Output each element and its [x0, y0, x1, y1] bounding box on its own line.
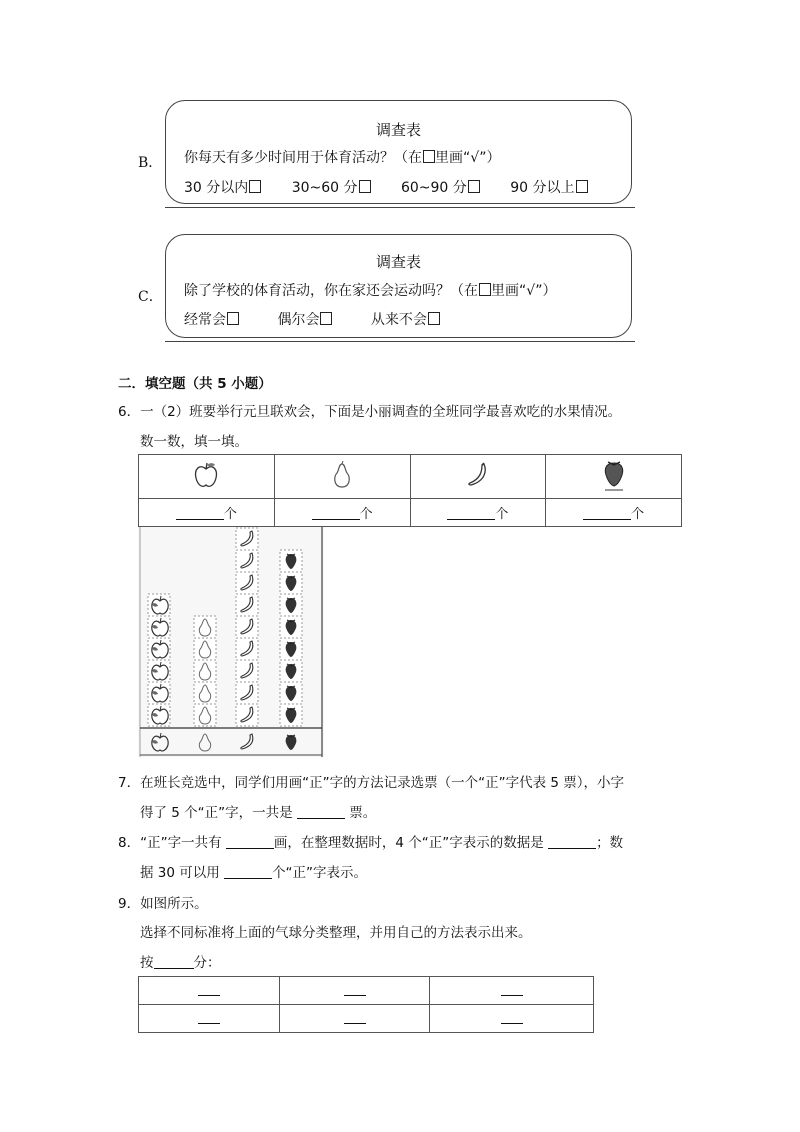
- question-text: 得了 5 个“正”字，一共是: [140, 805, 293, 821]
- survey-question: [184, 280, 556, 300]
- unit-label: 个: [359, 507, 373, 522]
- survey-title: 调查表: [375, 253, 421, 271]
- table-cell[interactable]: [139, 1005, 280, 1033]
- checkbox-square: [320, 312, 332, 325]
- table-cell[interactable]: [430, 977, 594, 1005]
- question-6: [118, 400, 621, 420]
- pictograph-cell: [236, 550, 258, 572]
- answer-dash: [501, 1022, 523, 1024]
- question-text: 你每天有多少时间用于体育活动？（在: [184, 150, 422, 166]
- choice-item: 经常会: [184, 312, 239, 328]
- survey-title: 调查表: [375, 121, 421, 139]
- question-number: 8．: [118, 835, 141, 851]
- unit-label: 个: [223, 507, 237, 522]
- checkbox-square: [576, 180, 588, 193]
- pictograph-cell: [236, 682, 258, 704]
- question-text: “正”字一共有: [140, 835, 222, 851]
- check-mark: √: [526, 283, 536, 299]
- question-9-line3: [140, 951, 221, 971]
- survey-choices: [184, 309, 466, 329]
- table-cell[interactable]: [139, 977, 280, 1005]
- answer-dash: [198, 1022, 220, 1024]
- answer-cell: [139, 499, 275, 527]
- pictograph-cell: [236, 572, 258, 594]
- question-text: ；数: [596, 835, 624, 851]
- question-text: 在班长竞选中，同学们用画“正”字的方法记录选票（一个“正”字代表 5 票），小字: [140, 775, 624, 791]
- question-text: 票。: [349, 805, 377, 821]
- survey-question: [184, 147, 500, 167]
- fruit-pictograph: [138, 527, 324, 757]
- question-text: 据 30 可以用: [140, 865, 220, 881]
- answer-cell: [546, 499, 682, 527]
- answer-blank[interactable]: [224, 864, 272, 879]
- choice-item: 60~90 分: [401, 180, 480, 196]
- pictograph-cell: [236, 616, 258, 638]
- question-text: 个“正”字表示。: [272, 865, 368, 881]
- question-9-line1: [118, 892, 208, 912]
- survey-box-b: [165, 100, 632, 204]
- fruit-cell: [139, 455, 275, 499]
- answer-cell: [274, 499, 410, 527]
- question-7-line1: [118, 771, 624, 791]
- table-cell[interactable]: [280, 1005, 430, 1033]
- question-text: 除了学校的体育活动，你在家还会运动吗？（在: [184, 283, 478, 299]
- pictograph-bar-strawberry: [280, 550, 302, 750]
- table-cell[interactable]: [430, 1005, 594, 1033]
- checkbox-square: [468, 180, 480, 193]
- strawberry-icon: [601, 459, 627, 491]
- answer-blank[interactable]: [583, 505, 631, 520]
- choice-item: 30 分以内: [184, 180, 261, 196]
- pictograph-cell: [236, 704, 258, 726]
- answer-dash: [344, 1022, 366, 1024]
- answer-dash: [501, 994, 523, 996]
- question-tail: 里画“: [435, 150, 471, 166]
- section-heading: 二．填空题（共 5 小题）: [118, 376, 272, 392]
- choice-item: 从来不会: [371, 312, 440, 328]
- fruit-cell: [546, 455, 682, 499]
- option-c-letter: C．: [138, 289, 163, 305]
- answer-blank[interactable]: [226, 834, 274, 849]
- answer-blank[interactable]: [176, 505, 224, 520]
- apple-icon: [193, 461, 219, 489]
- box-underline: [165, 207, 635, 208]
- unit-label: 个: [631, 507, 645, 522]
- option-b-letter: B．: [138, 155, 163, 171]
- answer-blank[interactable]: [548, 834, 596, 849]
- checkbox-square: [227, 312, 239, 325]
- pear-icon: [331, 461, 353, 489]
- question-text: 按: [140, 955, 154, 971]
- answer-blank[interactable]: [154, 954, 194, 969]
- question-end: ”）: [535, 283, 557, 299]
- answer-cell: [410, 499, 546, 527]
- checkbox-square: [249, 180, 261, 193]
- question-6-sub: 数一数，填一填。: [140, 434, 248, 450]
- question-tail: 里画“: [491, 283, 527, 299]
- pictograph-cell: [236, 528, 258, 550]
- fruit-cell: [410, 455, 546, 499]
- table-cell[interactable]: [280, 977, 430, 1005]
- question-8-line2: [140, 861, 367, 881]
- classification-table: [138, 976, 594, 1033]
- question-9-line2: 选择不同标准将上面的气球分类整理，并用自己的方法表示出来。: [140, 925, 532, 941]
- checkbox-square: [423, 150, 435, 163]
- fruit-count-table: [138, 454, 682, 527]
- pictograph-cell: [236, 660, 258, 682]
- question-text: 如图所示。: [140, 896, 208, 912]
- answer-blank[interactable]: [447, 505, 495, 520]
- checkbox-square: [428, 312, 440, 325]
- answer-dash: [198, 994, 220, 996]
- choice-item: 偶尔会: [277, 312, 332, 328]
- pictograph-cell: [236, 638, 258, 660]
- question-text: 一（2）班要举行元旦联欢会，下面是小丽调查的全班同学最喜欢吃的水果情况。: [140, 404, 622, 420]
- banana-icon: [465, 461, 491, 489]
- survey-choices: [184, 177, 614, 197]
- checkbox-square: [479, 283, 491, 296]
- choice-item: 90 分以上: [510, 180, 587, 196]
- answer-blank[interactable]: [312, 505, 360, 520]
- question-end: ”）: [479, 150, 501, 166]
- question-8-line1: [118, 831, 623, 851]
- question-number: 9．: [118, 896, 141, 912]
- survey-box-c: [165, 234, 632, 338]
- pictograph-bar-banana: [236, 528, 258, 749]
- check-mark: √: [470, 150, 480, 166]
- pictograph-cell: [236, 594, 258, 616]
- fruit-cell: [274, 455, 410, 499]
- box-underline: [165, 341, 635, 342]
- answer-dash: [344, 994, 366, 996]
- choice-item: 30~60 分: [292, 180, 371, 196]
- question-text: 分：: [193, 955, 221, 971]
- unit-label: 个: [495, 507, 509, 522]
- checkbox-square: [359, 180, 371, 193]
- question-number: 7．: [118, 775, 141, 791]
- question-7-line2: [140, 801, 376, 821]
- question-text: 画，在整理数据时，4 个“正”字表示的数据是: [273, 835, 544, 851]
- answer-blank[interactable]: [297, 804, 345, 819]
- question-number: 6．: [118, 404, 141, 420]
